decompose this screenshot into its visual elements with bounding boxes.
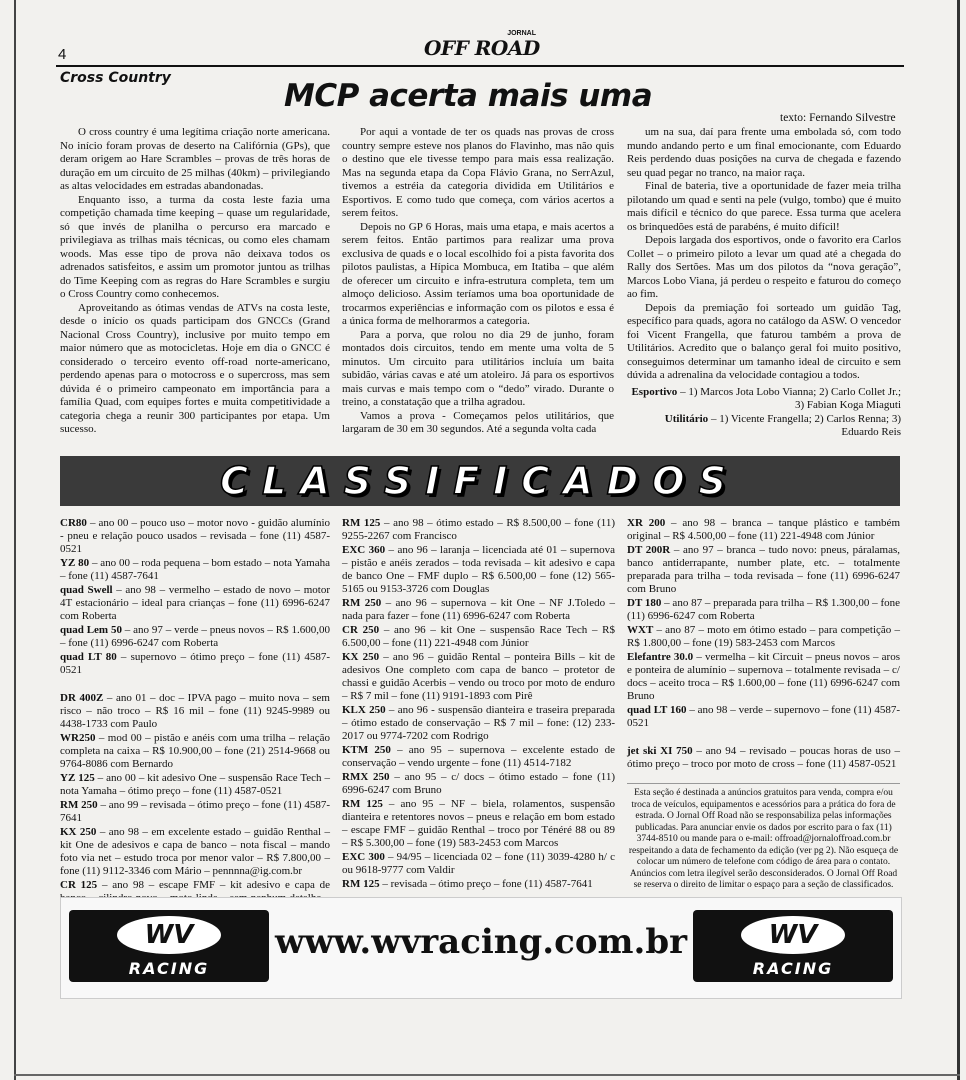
classified-ad-text: – 94/95 – licenciada 02 – fone (11) 3039-4280 h/ c ou 9618-9777 com Valdir (342, 851, 615, 876)
article-column-2 (342, 126, 614, 437)
classified-ad-text: – ano 87 – preparada para trilha – R$ 1.300,00 – fone (11) 6996-6247 com Roberta (627, 597, 900, 622)
wv-racing-advertisement[interactable] (60, 897, 902, 999)
logo-off-road-text: OFF ROAD (424, 36, 540, 60)
group-gap (60, 678, 330, 692)
classified-ad-text: – mod 00 – pistão e anéis com uma trilha – relação completa na caixa – R$ 10.900,00 – fone (21) 2514-9668 ou 9764-8086 com Bernardo (60, 732, 330, 770)
classified-ad-text: – ano 98 – verde – supernovo – fone (11) 4587-0521 (627, 704, 900, 729)
classified-ad-text: – ano 00 – pouco uso – motor novo - guidão alumínio - pneu e relação pouco usados – revisada – fone (11) 4587-0521 (60, 517, 330, 555)
classified-ad-text: – ano 94 – revisado – poucas horas de uso – ótimo preço – troco por moto de cross – fone (11) 4587-0521 (627, 745, 900, 770)
classified-ad-title: DT 200R (627, 544, 671, 556)
classified-ad-text: – ano 96 - suspensão dianteira e traseira preparada – ótimo estado de conservação – R$ 7 mil – fone: (12) 233-2017 ou 9774-7202 com Rodrigo (342, 704, 615, 742)
article-paragraph: O cross country é uma legítima criação norte americana. No início foram provas de deserto na Califórnia (GPs), que deram origem ao Hare Scrambles – provas de três horas de duração em um circuito de 25 milhas (40km) – privilegiando as altas velocidades em estradas abandonadas. (60, 126, 330, 192)
classified-group (627, 517, 900, 730)
wv-logo-racing: RACING (752, 959, 834, 978)
article-paragraph: Final de bateria, tive a oportunidade de fazer meia trilha pilotando um quad e senti na pele (vulgo, tombo) que é muito mais difícil e técnico do que parece. Essa turma que acelera os brinquedões está de parabéns, é muito difícil! (627, 180, 901, 233)
classified-ad-text: – ano 87 – moto em ótimo estado – para competição – R$ 1.800,00 – fone (19) 583-2453 com Marcos (627, 624, 900, 649)
classified-ad-title: KX 250 (342, 651, 380, 663)
classified-ad (342, 851, 615, 877)
classifieds-column-1 (60, 517, 330, 919)
classified-ad-title: quad LT 160 (627, 704, 687, 716)
classified-ad-title: EXC 360 (342, 544, 386, 556)
classified-ad-text: – ano 98 – vermelho – estado de novo – motor 4T estacionário – ideal para crianças – fone (11) 6996-6247 com Roberta (60, 584, 330, 622)
article-column-1 (60, 126, 330, 437)
classifieds-column-3 (627, 517, 900, 892)
jornal-off-road-logo (424, 30, 542, 66)
classified-group (60, 517, 330, 677)
wv-racing-logo-right (693, 910, 893, 982)
article-paragraph: Aproveitando as ótimas vendas de ATVs na costa leste, desde o início os quads participam dos GNCCs (Grand Nacional Cross Country), inclusive por muito tempo em maior número que as motocicletas. Hoje em dia o GNCC é considerado o terceiro evento off-road norte-americano, perdendo apenas para o motocross e o supercross, mas sem dúvida é o primeiro campeonato em importância para a família Quad, com equipes fortes e muita competitividade a categoria chega a reunir 300 participantes por etapa. Um sucesso. (60, 301, 330, 435)
classified-ad-text: – ano 00 – roda pequena – bom estado – nota Yamaha – fone (11) 4587-7641 (60, 557, 331, 582)
classified-ad (342, 771, 615, 797)
classified-ad (627, 544, 900, 596)
classified-ad-title: KX 250 (60, 826, 97, 838)
classified-ad-title: XR 200 (627, 517, 666, 529)
classified-ad-title: CR 125 (60, 879, 98, 891)
classified-ad-text: – vermelha – kit Circuit – pneus novos – aros e ponteira de alumínio – supernova – totalmente revisada – c/ docs – aceito troca – R$ 1.600,00 – fone (11) 6996-6247 com Bruno (627, 651, 900, 702)
section-label: Cross Country (60, 70, 171, 86)
classifieds-column-2 (342, 517, 615, 892)
classifieds-disclaimer: Esta seção é destinada a anúncios gratuitos para venda, compra e/ou troca de veículos, equipamentos e acessórios para a prática do fora de estrada. O Jornal Off Road não se responsabiliza pelas informações publicadas. Para anunciar envie os dados por escrito para o fax (11) 3744-8510 ou mande para o e-mail: offroad@jornaloffroad.com.br respeitando a data de fechamento da edição (ver pg 2). Não esqueça de colocar um número de telefone com código de área para o contato. Anúncios com letra ilegível serão desconsiderados. O Jornal Off Road se reserva o direito de limitar o espaço para a seção de classificados. (627, 783, 900, 892)
classificados-banner (60, 456, 900, 506)
article-headline: MCP acerta mais uma (284, 78, 653, 114)
classified-ad (342, 704, 615, 743)
classified-ad-title: YZ 125 (60, 772, 95, 784)
classified-ad-title: KTM 250 (342, 744, 391, 756)
classified-ad-title: YZ 80 (60, 557, 90, 569)
page-edge-right (957, 0, 960, 1080)
classified-ad (342, 544, 615, 596)
classified-ad (342, 798, 615, 850)
classified-ad (60, 799, 330, 825)
classified-ad-title: CR 250 (342, 624, 380, 636)
classified-ad-text: – ano 00 – kit adesivo One – suspensão Race Tech – nota Yamaha – ótimo preço – fone (11) 4587-0521 (60, 772, 330, 797)
classified-ad (60, 732, 330, 771)
wv-logo-racing: RACING (128, 959, 210, 978)
classified-ad-title: quad Lem 50 (60, 624, 122, 636)
classified-group (60, 692, 330, 918)
classified-ad-text: – ano 98 – ótimo estado – R$ 8.500,00 – fone (11) 9255-2267 com Francisco (342, 517, 615, 542)
classified-ad-text: – ano 97 – branca – tudo novo: pneus, páralamas, banco antiderrapante, number plate, etc. – totalmente preparada para trilha – toda revisada – fone (11) 6996-6247 com Bruno (627, 544, 900, 595)
classified-ad-text: – ano 01 – doc – IPVA pago – muito nova – sem risco – não troco – R$ 16 mil – fone (11) 9245-9989 ou 4438-1733 com Paulo (60, 692, 330, 730)
classified-ad (342, 597, 615, 623)
wv-logo-mark: WV (741, 916, 845, 954)
classified-group (627, 745, 900, 771)
classified-ad (627, 704, 900, 730)
classified-ad (60, 557, 330, 583)
article-paragraph: Por aqui a vontade de ter os quads nas provas de cross country sempre esteve nos planos do Flavinho, mas não quis o destino que ele tivesse tempo para mais essa realização. Mas na segunda etapa da Copa Flávio Grana, no SerrAzul, tivemos a estréia da categoria dividida em Utilitários e Esportivos. E como tudo que começa, com vários acertos a serem feitos. (342, 126, 614, 219)
classified-ad-text: – ano 95 – NF – biela, rolamentos, suspensão dianteira e retentores novos – pneus e relação em bom estado – escape FMF – guidão Renthal – troco por Ténéré 88 ou 89 – R$ 5.300,00 – fone (19) 583-2453 com Marcos (342, 798, 616, 849)
article-column-3 (627, 126, 901, 440)
classified-ad (60, 692, 330, 731)
classified-ad (627, 651, 900, 703)
classified-ad (60, 584, 330, 623)
classified-ad-title: CR80 (60, 517, 87, 529)
classified-ad (342, 744, 615, 770)
article-paragraph: Depois no GP 6 Horas, mais uma etapa, e mais acertos a serem feitos. Então partimos para realizar uma prova exclusiva de quads e o local escolhido foi a pista favorita dos pilotos paulistas, a Hípica Mombuca, em Itatiba – que além de oferecer um circuito e infra-estrutura completa, tem um almoço delicioso. Assim teríamos uma boa oportunidade de trocarmos experiências e informação com os pilotos e essa é a única forma de melhorarmos a categoria. (342, 220, 614, 327)
classified-ad-text: – ano 99 – revisada – ótimo preço – fone (11) 4587-7641 (60, 799, 330, 824)
classified-ad-text: – ano 98 – branca – tanque plástico e também original – R$ 4.500,00 – fone (11) 221-4948 com Júnior (627, 517, 900, 542)
classified-ad-text: – ano 95 – c/ docs – ótimo estado – fone (11) 6996-6247 com Bruno (342, 771, 615, 796)
page-edge-left (14, 0, 16, 1080)
classified-ad-title: RM 125 (342, 517, 381, 529)
race-results (627, 386, 901, 440)
article-paragraph: Para a porva, que rolou no dia 29 de junho, foram montados dois circuitos, tendo em mente uma volta de 5 minutos. Um circuito para utilitários incluía um baita subidão, várias cavas e até um atoleiro. Já para os esportivos mais curvas e mais tempo com o “dedo” virado. Durante o treino, a constatação que a trilha agradou. (342, 328, 614, 408)
result-text: – 1) Marcos Jota Lobo Vianna; 2) Carlo Collet Jr.; 3) Fabian Koga Miaguti (677, 385, 901, 411)
classified-ad-title: RM 125 (342, 878, 380, 890)
classified-ad-title: quad LT 80 (60, 651, 117, 663)
classified-ad-text: – ano 96 – kit One – suspensão Race Tech – R$ 6.500,00 – fone (11) 221-4948 com Júnior (342, 624, 615, 649)
classified-ad-title: RM 125 (342, 798, 383, 810)
classified-ad (342, 651, 615, 703)
classified-ad-text: – ano 95 – supernova – excelente estado de conservação – vendo urgente – fone (11) 4514-7182 (342, 744, 615, 769)
classified-ad-title: EXC 300 (342, 851, 385, 863)
classified-ad-title: DT 180 (627, 597, 662, 609)
classified-ad-text: – ano 97 – verde – pneus novos – R$ 1.600,00 – fone (11) 6996-6247 com Roberta (60, 624, 330, 649)
classified-ad-title: RMX 250 (342, 771, 390, 783)
classified-ad-title: quad Swell (60, 584, 113, 596)
classified-ad (60, 624, 330, 650)
classified-ad-title: WR250 (60, 732, 96, 744)
article-paragraph: um na sua, daí para frente uma embolada só, com todo mundo andando perto e um final emocionante, com Eduardo Reis perdendo duas posições na curva de chegada e fazendo seu quad pegar no tranco, na maior raça. (627, 126, 901, 179)
classified-ad (342, 878, 615, 891)
wv-racing-url[interactable]: www.wvracing.com.br (275, 922, 688, 962)
classified-ad-text: – ano 96 – supernova – kit One – NF J.Toledo – nada para fazer – fone (11) 6996-6247 com Roberta (342, 597, 616, 622)
page-number: 4 (58, 46, 67, 63)
classified-ad-text: – ano 98 – escape FMF – kit adesivo e capa de (101, 879, 330, 891)
article-byline: texto: Fernando Silvestre (780, 112, 896, 124)
result-esportivo (627, 386, 901, 413)
classified-ad-title: WXT (627, 624, 654, 636)
group-gap (627, 731, 900, 745)
classified-ad (60, 517, 330, 556)
result-category: Utilitário (664, 412, 709, 425)
classified-ad-title: RM 250 (342, 597, 382, 609)
logo-jornal-text: JORNAL (507, 30, 536, 37)
classified-ad (60, 651, 330, 677)
classified-ad-text: – ano 98 – em excelente estado – guidão Renthal – kit One de adesivos e capa de banco – nota fiscal – mando foto via net – estudo troca por menor valor – R$ 7.800,00 – fone (11) 9112-3346 com Mário – pennnna@ig.com.br (60, 826, 331, 877)
classified-ad-title: KLX 250 (342, 704, 386, 716)
wv-logo-mark: WV (117, 916, 221, 954)
classified-ad (627, 745, 900, 771)
classified-ad (60, 772, 330, 798)
classified-group (342, 517, 615, 891)
page-edge-bottom (14, 1074, 960, 1076)
result-utilitario (627, 413, 901, 440)
classified-ad-text: – revisada – ótimo preço – fone (11) 4587-7641 (379, 878, 593, 890)
classified-ad (627, 597, 900, 623)
classified-ad-text: – ano 96 – laranja – licenciada até 01 – supernova – pistão e anéis zerados – toda revisada – kit adesivo e capa de banco One – FMF duplo – R$ 6.500,00 – fone (12) 565-5165 ou 9153-3726 com Douglas (342, 544, 615, 595)
classified-ad (342, 517, 615, 543)
classified-ad-title: Elefantre 30.0 (627, 651, 694, 663)
classified-ad-title: RM 250 (60, 799, 98, 811)
article-paragraph: Depois da premiação foi sorteado um guidão Tag, específico para quads, agora no catálogo da ASW. O vencedor foi Vicent Frangella, que faturou também a prova de Utilitários. Acredito que o balanço geral foi muito positivo, conseguimos determinar um tamanho ideal de circuito e sem dúvida a adrenalina da velocidade contagiou a todos. (627, 301, 901, 381)
article-paragraph: Enquanto isso, a turma da costa leste fazia uma competição chamada time keeping – quase um regularidade, só que invés de planilha o percurso era marcado e privilegiava as trilhas mais técnicas, ou como eles chamam woods. Mas esse tipo de prova não deixava todos os adrenados satisfeitos, e assim um promotor juntou as trilhas do Time Keeping com as regras do Hare Scrambles e surgiu o Cross Country como conhecemos. (60, 193, 330, 300)
classified-ad (627, 624, 900, 650)
classified-ad-title: DR 400Z (60, 692, 104, 704)
result-text: – 1) Vicente Frangella; 2) Carlos Renna; 3) Eduardo Reis (708, 412, 901, 438)
article-paragraph: Vamos a prova - Começamos pelos utilitários, que largaram de 30 em 30 segundos. Até a segunda volta cada (342, 409, 614, 435)
classified-ad-text: – ano 96 – guidão Rental – ponteira Bills – kit de adesivos One completo com capa de banco – protetor de chassi e guidão Acerbis – vendo ou troco por moto de enduro – R$ 7 mil – fone (11) 9191-1893 com Pirê (342, 651, 616, 702)
result-category: Esportivo (631, 385, 678, 398)
classified-ad-text: – supernovo – ótimo preço – fone (11) 4587-0521 (60, 651, 330, 676)
article-paragraph: Depois largada dos esportivos, onde o favorito era Carlos Collet – o primeiro piloto a levar um quad até a chegada do Rally dos Sertões. Mas um dos pilotos da “nova geração”, Marcos Lobo Viana, já perdeu o respeito e faturou do começo ao fim. (627, 234, 901, 300)
classified-ad (60, 826, 330, 878)
classificados-title: CLASSIFICADOS (220, 459, 740, 503)
wv-racing-logo-left (69, 910, 269, 982)
classified-ad (627, 517, 900, 543)
classified-ad (342, 624, 615, 650)
classified-ad-title: jet ski XI 750 (627, 745, 693, 757)
